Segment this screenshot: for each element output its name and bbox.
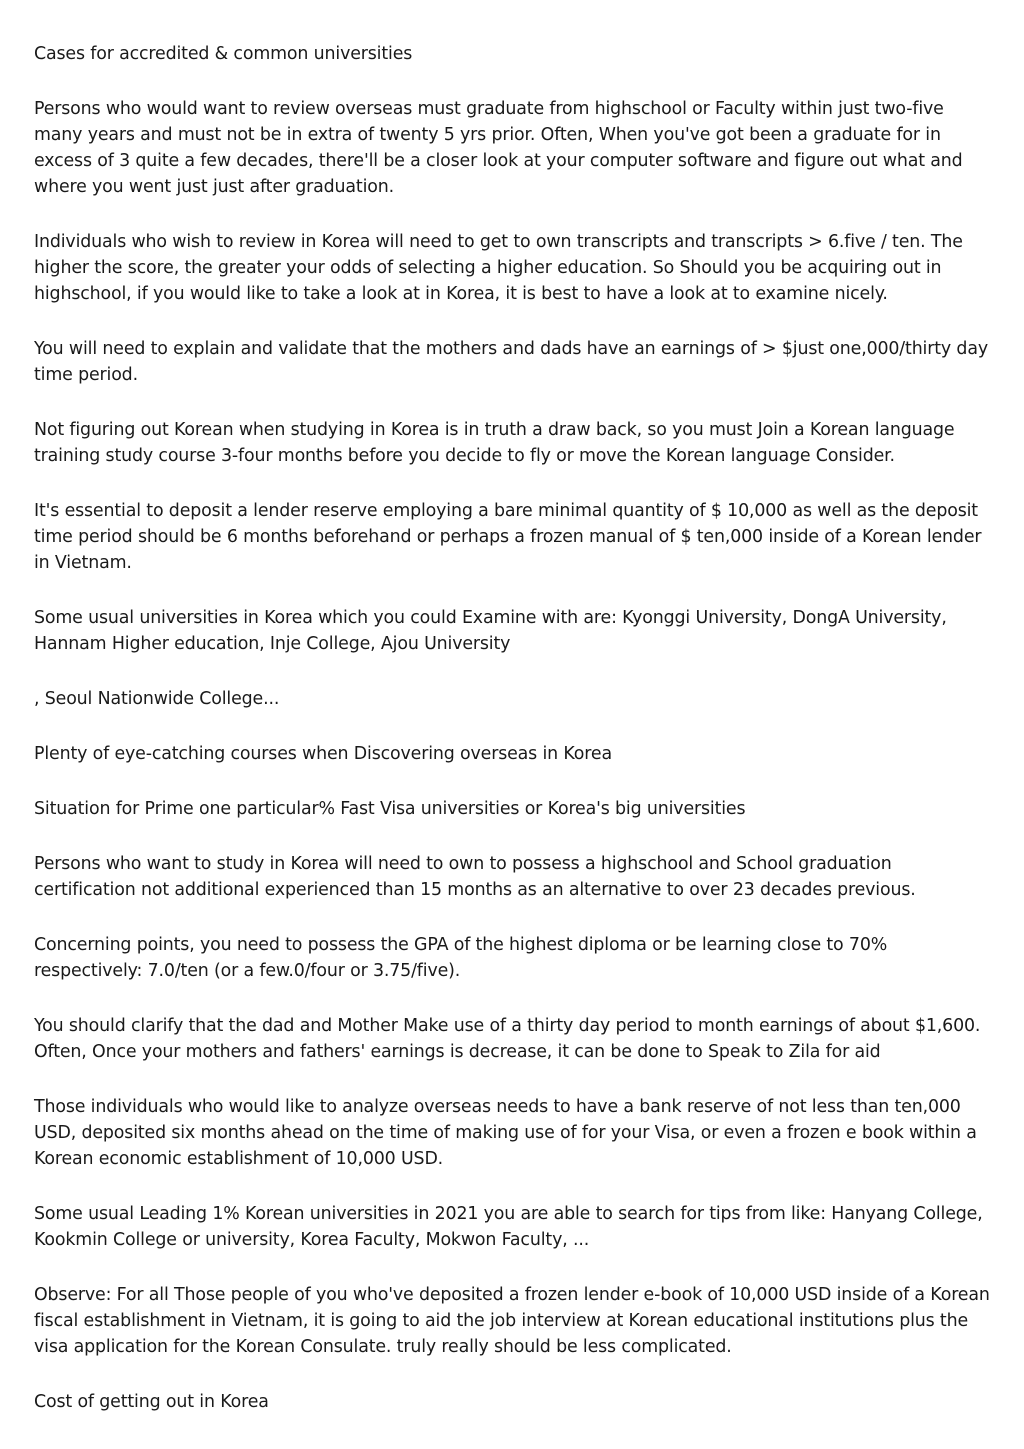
paragraph-graduation-requirement: Persons who would want to review overseas must graduate from highschool or Faculty within just two-five many years and must not be in extra of twenty 5 yrs prior. Often, When you've got been a graduate for in excess of 3 quite a few decades, there'll be a closer look at your computer software and figure out what and where you went just just after graduation. xyxy=(34,99,963,197)
paragraph-seoul-college: , Seoul Nationwide College... xyxy=(34,689,280,709)
paragraph-note-frozen-book: Observe: For all Those people of you who've deposited a frozen lender e-book of 10,000 USD inside of a Korean fiscal establishment in Vietnam, it is going to aid the job interview at Korean educational institutions plus the visa application for the Korean Consulate. truly really should be less complicated. xyxy=(34,1285,990,1357)
paragraph-korean-language: Not figuring out Korean when studying in Korea is in truth a draw back, so you must Join a Korean language training study course 3-four months before you decide to fly or move the Korean language Consider. xyxy=(34,420,955,466)
paragraph-graduation-certification: Persons who want to study in Korea will need to own to possess a highschool and School graduation certification not additional experienced than 15 months as an alternative to over 23 decades previous. xyxy=(34,854,916,900)
section-heading-accredited-universities: Cases for accredited & common universities xyxy=(34,44,413,64)
paragraph-top-universities-list: Some usual Leading 1% Korean universities in 2021 you are able to search for tips from like: Hanyang College, Kookmin College or university, Korea Faculty, Mokwon Faculty, ... xyxy=(34,1204,983,1250)
paragraph-bank-reserve: Those individuals who would like to analyze overseas needs to have a bank reserve of not less than ten,000 USD, deposited six months ahead on the time of making use of for your Visa, or even a frozen e book within a Korean economic establishment of 10,000 USD. xyxy=(34,1097,977,1169)
paragraph-bank-deposit: It's essential to deposit a lender reserve employing a bare minimal quantity of $ 10,000 as well as the deposit time period should be 6 months beforehand or perhaps a frozen manual of $ ten,000 inside of a Korean lender in Vietnam. xyxy=(34,501,982,573)
section-heading-top-universities: Situation for Prime one particular% Fast Visa universities or Korea's big universities xyxy=(34,799,746,819)
paragraph-monthly-earnings: You should clarify that the dad and Mother Make use of a thirty day period to month earnings of about $1,600. Often, Once your mothers and fathers' earnings is decrease, it can be done to Speak to Zila for aid xyxy=(34,1016,981,1062)
paragraph-gpa-requirement: Concerning points, you need to possess the GPA of the highest diploma or be learning close to 70% respectively: 7.0/ten (or a few.0/four or 3.75/five). xyxy=(34,935,888,981)
section-heading-cost-korea: Cost of getting out in Korea xyxy=(34,1392,269,1412)
paragraph-parent-income: You will need to explain and validate that the mothers and dads have an earnings of > $just one,000/thirty day time period. xyxy=(34,339,988,385)
paragraph-usual-universities: Some usual universities in Korea which you could Examine with are: Kyonggi University, DongA University, Hannam Higher education, Inje College, Ajou University xyxy=(34,608,947,654)
paragraph-transcripts-requirement: Individuals who wish to review in Korea will need to get to own transcripts and transcripts > 6.five / ten. The higher the score, the greater your odds of selecting a higher education. So Should you be acquiring out in highschool, if you would like to take a look at in Korea, it is best to have a look at to examine nicely. xyxy=(34,232,963,304)
paragraph-courses-overseas: Plenty of eye-catching courses when Discovering overseas in Korea xyxy=(34,744,612,764)
